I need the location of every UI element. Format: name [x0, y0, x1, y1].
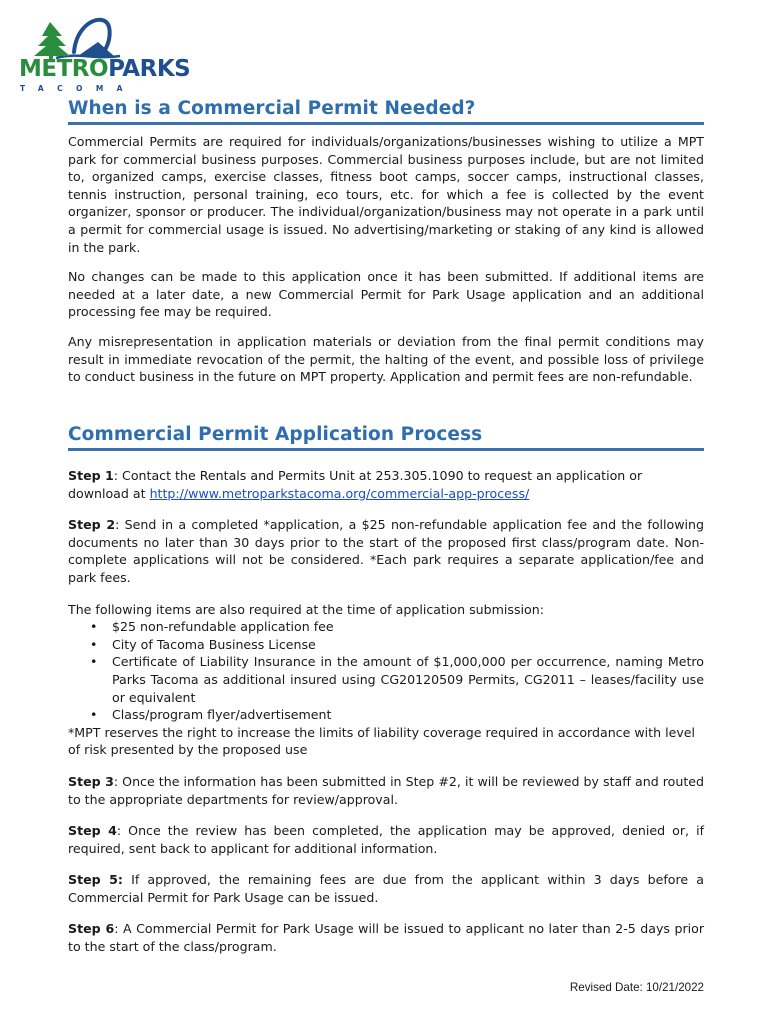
- step-1-label: Step 1: [68, 468, 114, 483]
- step-1-text: : Contact the Rentals and Permits Unit at 253.305.1090 to request an application or download at: [68, 468, 643, 501]
- list-item: • City of Tacoma Business License: [112, 636, 704, 654]
- step-4-text: : Once the review has been completed, the application may be approved, denied or, if required, sent back to applicant for additional information.: [68, 823, 704, 856]
- step-4-label: Step 4: [68, 823, 117, 839]
- list-item: • $25 non-refundable application fee: [112, 618, 704, 636]
- step-1: [68, 467, 704, 502]
- heading-application-process: Commercial Permit Application Process: [68, 424, 704, 451]
- step-4: [68, 822, 704, 857]
- items-intro: The following items are also required at the time of application submission:: [68, 601, 544, 617]
- step-3-text: : Once the information has been submitted in Step #2, it will be reviewed by staff and routed to the appropriate departments for review/approval.: [68, 773, 705, 807]
- step-2-text: : Send in a completed *application, a $25 non-refundable application fee and the following documents no later than 30 days prior to the start of the proposed first class/program date. Non-complete applications will not be considered. *Each park requires a separate application/fee and park fees.: [68, 517, 704, 585]
- step-5-text: If approved, the remaining fees are due from the applicant within 3 days before a Commercial Permit for Park Usage can be issued.: [68, 872, 704, 905]
- revised-date: Revised Date: 10/21/2022: [569, 981, 704, 994]
- logo-subtitle: TACOMA: [20, 84, 136, 93]
- required-items-list: [68, 618, 704, 724]
- metro-parks-logo: [16, 12, 191, 93]
- heading-when-needed: When is a Commercial Permit Needed?: [68, 98, 704, 125]
- step-5-label: Step 5:: [68, 872, 123, 888]
- commercial-app-process-link[interactable]: http://www.metroparkstacoma.org/commercial-app-process/: [149, 485, 530, 501]
- step-2: [68, 516, 704, 586]
- step-5: [68, 871, 704, 906]
- list-item: • Class/program flyer/advertisement: [112, 706, 704, 724]
- step-6-text: : A Commercial Permit for Park Usage will be issued to applicant no later than 2-5 days prior to the start of the class/program.: [68, 921, 704, 955]
- paragraph-misrepresentation: Any misrepresentation in application materials or deviation from the final permit conditions may result in immediate revocation of the permit, the halting of the event, and possible loss of privilege to conduct business in the future on MPT property. Application and permit fees are non-refundable.: [68, 333, 704, 385]
- step-6: [68, 920, 704, 955]
- logo-wordmark: METROPARKS: [19, 56, 191, 82]
- step-6-label: Step 6: [68, 921, 115, 937]
- step-3: [68, 773, 704, 808]
- section-application-process: [68, 424, 704, 956]
- list-item: • Certificate of Liability Insurance in the amount of $1,000,000 per occurrence, naming Metro Parks Tacoma as additional insured using CG20120509 Permits, CG2011 – leases/facility use or equivalent: [112, 653, 704, 706]
- paragraph-definition: Commercial Permits are required for individuals/organizations/businesses wishing to utilize a MPT park for commercial business purposes. Commercial business purposes include, but are not limited to, organized camps, exercise classes, fitness boot camps, soccer camps, instructional classes, tennis instruction, personal training, eco tours, etc. for which a fee is collected by the event organizer, sponsor or producer. The individual/organization/business may not operate in a park until a permit for commercial usage is issued. No advertising/marketing or staking of any kind is allowed in the park.: [68, 134, 704, 255]
- step-2-label: Step 2: [68, 517, 116, 533]
- paragraph-no-changes: No changes can be made to this application once it has been submitted. If additional items are needed at a later date, a new Commercial Permit for Park Usage application and an additional processing fee may be required.: [68, 269, 704, 320]
- liability-note: *MPT reserves the right to increase the limits of liability coverage required in accordance with level of risk presented by the proposed use: [68, 724, 696, 758]
- section-when-needed: [68, 98, 704, 386]
- step-3-label: Step 3: [68, 773, 114, 789]
